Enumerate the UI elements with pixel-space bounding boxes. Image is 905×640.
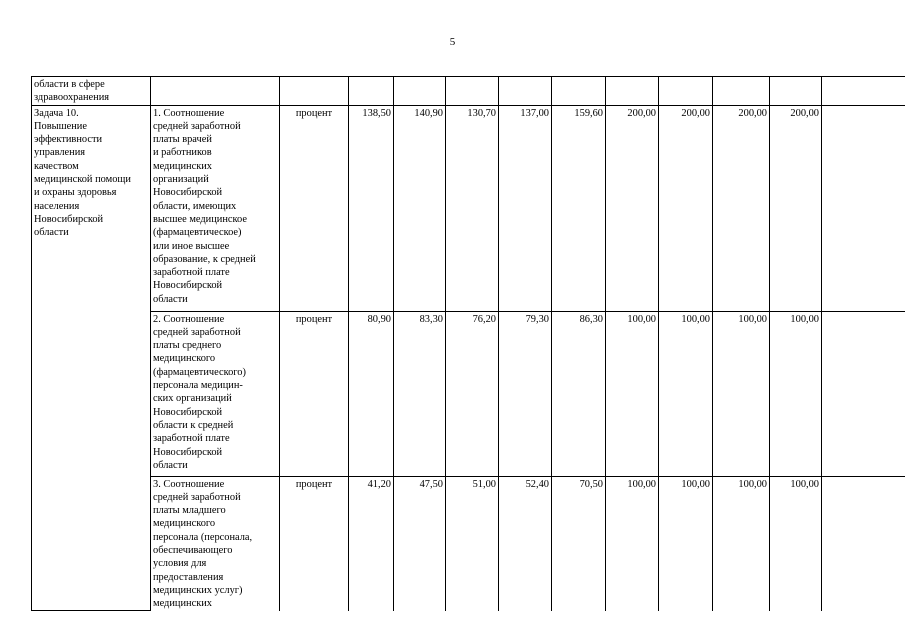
table-row <box>32 311 905 476</box>
value-cell: 140,90 <box>394 105 446 311</box>
value-cell: 200,00 <box>606 105 659 311</box>
empty-cell <box>394 77 446 106</box>
value-cell: 100,00 <box>659 476 713 610</box>
value-cell: 100,00 <box>713 476 770 610</box>
value-cell: 200,00 <box>713 105 770 311</box>
value-cell: 100,00 <box>770 311 822 476</box>
task-10-cell: Задача 10. Повышение эффективности управления качеством медицинской помощи и охраны здоровья населения Новосибирской области <box>32 105 151 610</box>
value-cell: 83,30 <box>394 311 446 476</box>
value-cell: 76,20 <box>446 311 499 476</box>
task-continuation-cell: области в сфере здравоохранения <box>32 77 151 106</box>
value-cell <box>822 105 905 311</box>
empty-cell <box>552 77 606 106</box>
empty-cell <box>446 77 499 106</box>
unit-cell: процент <box>280 476 349 610</box>
value-cell: 100,00 <box>713 311 770 476</box>
value-cell: 70,50 <box>552 476 606 610</box>
value-cell: 41,20 <box>349 476 394 610</box>
indicator-cell: 2. Соотношение средней заработной платы среднего медицинского (фармацевтического) персонала медицин- ских организаций Новосибирской области к средней заработной плате Новосибирской области <box>151 311 280 476</box>
value-cell: 100,00 <box>770 476 822 610</box>
empty-cell <box>659 77 713 106</box>
empty-cell <box>151 77 280 106</box>
table-row <box>32 105 905 311</box>
value-cell: 200,00 <box>770 105 822 311</box>
empty-cell <box>713 77 770 106</box>
empty-cell <box>499 77 552 106</box>
value-cell: 79,30 <box>499 311 552 476</box>
value-cell: 159,60 <box>552 105 606 311</box>
value-cell <box>822 311 905 476</box>
value-cell: 100,00 <box>606 311 659 476</box>
empty-cell <box>770 77 822 106</box>
value-cell: 80,90 <box>349 311 394 476</box>
unit-cell: процент <box>280 311 349 476</box>
value-cell <box>822 476 905 610</box>
value-cell: 47,50 <box>394 476 446 610</box>
value-cell: 100,00 <box>659 311 713 476</box>
empty-cell <box>822 77 905 106</box>
value-cell: 200,00 <box>659 105 713 311</box>
value-cell: 138,50 <box>349 105 394 311</box>
table-row <box>32 476 905 610</box>
empty-cell <box>349 77 394 106</box>
indicator-cell: 1. Соотношение средней заработной платы врачей и работников медицинских организаций Новосибирской области, имеющих высшее медицинское (фармацевтическое) или иное высшее образование, к средней заработной плате Новосибирской области <box>151 105 280 311</box>
unit-cell: процент <box>280 105 349 311</box>
empty-cell <box>280 77 349 106</box>
page-number: 5 <box>449 36 456 48</box>
value-cell: 137,00 <box>499 105 552 311</box>
empty-cell <box>606 77 659 106</box>
table-row <box>32 77 905 106</box>
value-cell: 86,30 <box>552 311 606 476</box>
value-cell: 52,40 <box>499 476 552 610</box>
value-cell: 51,00 <box>446 476 499 610</box>
indicators-table <box>31 76 905 611</box>
indicator-cell: 3. Соотношение средней заработной платы младшего медицинского персонала (персонала, обеспечивающего условия для предоставления медицинских услуг) медицинских <box>151 476 280 610</box>
value-cell: 130,70 <box>446 105 499 311</box>
value-cell: 100,00 <box>606 476 659 610</box>
